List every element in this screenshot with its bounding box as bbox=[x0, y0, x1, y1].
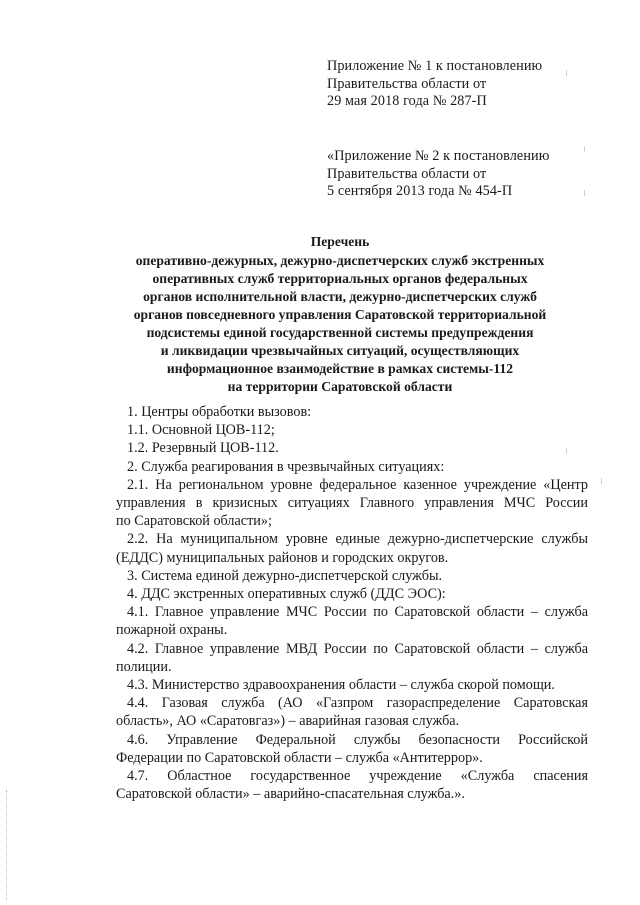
item-text: 4. ДДС экстренных оперативных служб (ДДС ЭОС): bbox=[127, 586, 446, 603]
item-text: 4.7. Областное государственное учреждение «Служба спасения bbox=[127, 768, 588, 785]
item-text: управления в кризисных ситуациях Главного управления МЧС России bbox=[116, 495, 588, 512]
item-text: область», АО «Саратовгаз») – аварийная газовая служба. bbox=[116, 713, 460, 730]
list-item bbox=[116, 476, 588, 531]
list-item bbox=[116, 403, 588, 421]
annex-line: «Приложение № 2 к постановлению bbox=[327, 148, 550, 164]
annex-line: Приложение № 1 к постановлению bbox=[327, 58, 543, 74]
item-text: 2.1. На региональном уровне федеральное казенное учреждение «Центр bbox=[127, 476, 588, 493]
title-line: оперативных служб территориальных органов федеральных bbox=[152, 271, 528, 286]
item-text: 1.1. Основной ЦОВ-112; bbox=[127, 422, 275, 439]
list-item bbox=[116, 640, 588, 676]
item-text: (ЕДДС) муниципальных районов и городских округов. bbox=[116, 549, 449, 566]
title-line: органов повседневного управления Саратовской территориальной bbox=[133, 307, 547, 322]
list-item bbox=[116, 530, 588, 566]
annex-line: 5 сентября 2013 года № 454-П bbox=[327, 183, 513, 199]
annex-header-current bbox=[327, 58, 542, 111]
annex-line: Правительства области от bbox=[327, 165, 487, 182]
list-item bbox=[116, 567, 588, 585]
list-item bbox=[116, 421, 588, 439]
scan-speck bbox=[566, 448, 567, 454]
item-text: полиции. bbox=[116, 658, 172, 675]
scan-speck bbox=[601, 478, 602, 484]
title-line: органов исполнительной власти, дежурно-диспетчерских служб bbox=[143, 289, 537, 304]
scan-margin-artifact bbox=[6, 790, 9, 900]
item-text: 4.2. Главное управление МВД России по Саратовской области – служба bbox=[127, 640, 588, 657]
item-text: 4.4. Газовая служба (АО «Газпром газораспределение Саратовская bbox=[127, 695, 588, 712]
item-text: 1.2. Резервный ЦОВ-112. bbox=[127, 440, 279, 457]
item-text: пожарной охраны. bbox=[116, 622, 228, 639]
title-line: оперативно-дежурных, дежурно-диспетчерских служб экстренных bbox=[135, 253, 545, 268]
title-line: подсистемы единой государственной системы предупреждения bbox=[146, 325, 534, 340]
item-text: 4.1. Главное управление МЧС России по Саратовской области – служба bbox=[127, 604, 588, 621]
document-body bbox=[116, 403, 588, 803]
list-item bbox=[116, 603, 588, 639]
title-heading: Перечень bbox=[310, 234, 370, 249]
scan-speck bbox=[584, 146, 585, 152]
item-text: Саратовской области» – аварийно-спасательная служба.». bbox=[116, 786, 465, 803]
item-text: 2. Служба реагирования в чрезвычайных ситуациях: bbox=[127, 458, 445, 475]
list-item bbox=[116, 458, 588, 476]
annex-header-previous bbox=[327, 148, 549, 201]
list-item bbox=[116, 585, 588, 603]
list-item bbox=[116, 767, 588, 803]
title-line: и ликвидации чрезвычайных ситуаций, осуществляющих bbox=[160, 343, 520, 358]
item-text: 1. Центры обработки вызовов: bbox=[127, 404, 312, 420]
item-text: Федерации по Саратовской области – служба «Антитеррор». bbox=[116, 749, 483, 766]
list-item bbox=[116, 731, 588, 767]
item-text: по Саратовской области»; bbox=[116, 513, 272, 530]
list-item bbox=[116, 439, 588, 457]
list-item bbox=[116, 694, 588, 730]
item-text: 3. Система единой дежурно-диспетчерской службы. bbox=[127, 567, 443, 584]
scan-speck bbox=[584, 190, 585, 196]
item-text: 4.6. Управление Федеральной службы безопасности Российской bbox=[127, 731, 588, 748]
document-title bbox=[100, 233, 580, 396]
item-text: 2.2. На муниципальном уровне единые дежурно-диспетчерские службы bbox=[127, 531, 588, 548]
annex-line: Правительства области от bbox=[327, 75, 487, 92]
annex-line: 29 мая 2018 года № 287-П bbox=[327, 93, 487, 109]
item-text: 4.3. Министерство здравоохранения области – служба скорой помощи. bbox=[127, 677, 555, 694]
list-item bbox=[116, 676, 588, 694]
scan-speck bbox=[566, 70, 567, 76]
title-line: на территории Саратовской области bbox=[227, 379, 453, 394]
title-line: информационное взаимодействие в рамках системы-112 bbox=[166, 361, 514, 376]
